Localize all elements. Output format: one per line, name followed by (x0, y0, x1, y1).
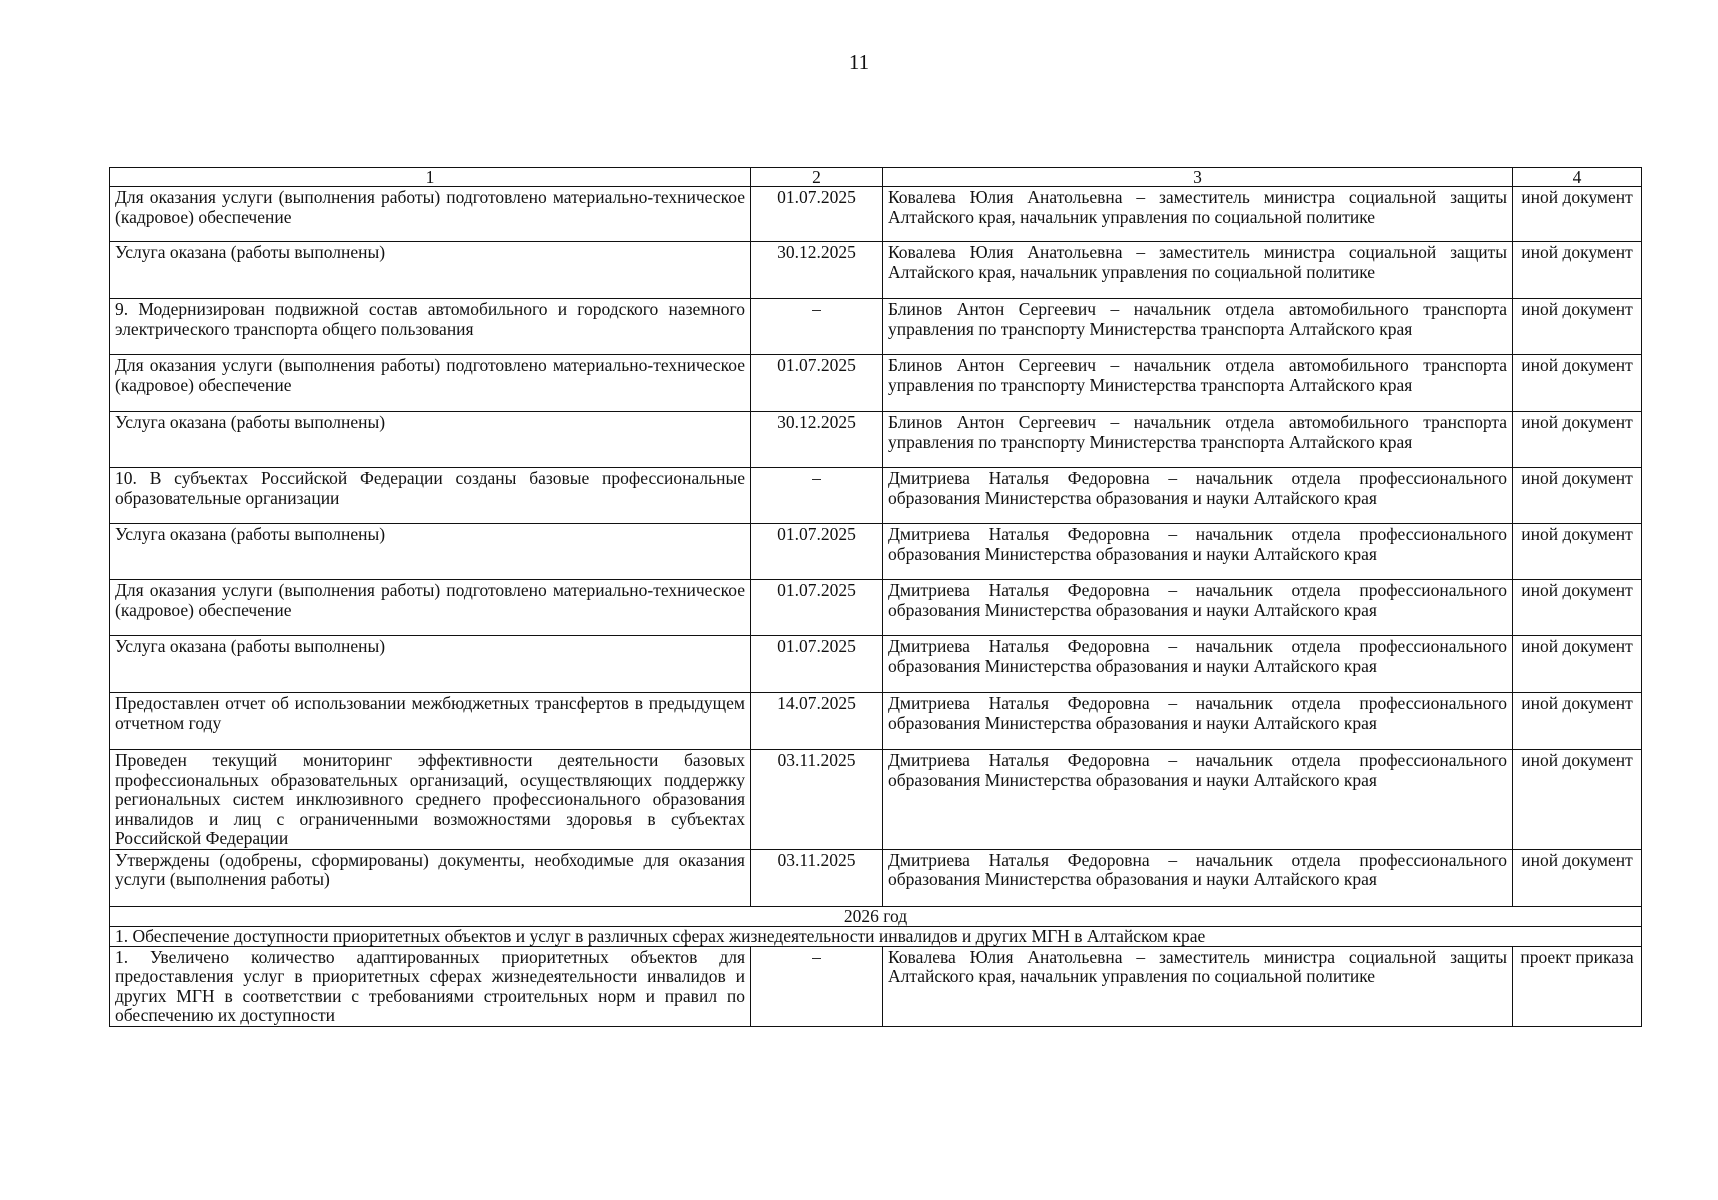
document-type-cell: иной документ (1513, 750, 1642, 850)
table-row (110, 355, 1642, 412)
responsible-cell: Дмитриева Наталья Федоровна – начальник отдела профессионального образования Министерства образования и науки Алтайского края (883, 750, 1513, 850)
table-row (110, 636, 1642, 693)
date-cell: 01.07.2025 (751, 187, 883, 242)
table-header-row (110, 168, 1642, 187)
responsible-cell: Ковалева Юлия Анатольевна – заместитель министра социальной защиты Алтайского края, начальник управления по социальной политике (883, 946, 1513, 1026)
date-cell: 03.11.2025 (751, 849, 883, 906)
document-type-cell: иной документ (1513, 580, 1642, 636)
date-cell: – (751, 299, 883, 355)
section-heading: 1. Обеспечение доступности приоритетных объектов и услуг в различных сферах жизнедеятельности инвалидов и других МГН в Алтайском крае (110, 926, 1642, 946)
date-cell: 01.07.2025 (751, 355, 883, 412)
event-cell: Проведен текущий мониторинг эффективности деятельности базовых профессиональных образовательных организаций, осуществляющих поддержку региональных систем инклюзивного среднего профессионального образования инвалидов и лиц с ограниченными возможностями здоровья в субъектах Российской Федерации (110, 750, 751, 850)
table-row (110, 187, 1642, 242)
table-row (110, 580, 1642, 636)
responsible-cell: Ковалева Юлия Анатольевна – заместитель министра социальной защиты Алтайского края, начальник управления по социальной политике (883, 187, 1513, 242)
document-type-cell: иной документ (1513, 412, 1642, 468)
year-row (110, 906, 1642, 926)
event-cell: Услуга оказана (работы выполнены) (110, 412, 751, 468)
document-type-cell: иной документ (1513, 187, 1642, 242)
document-type-cell: иной документ (1513, 299, 1642, 355)
date-cell: 30.12.2025 (751, 242, 883, 299)
responsible-cell: Блинов Антон Сергеевич – начальник отдела автомобильного транспорта управления по транспорту Министерства транспорта Алтайского края (883, 299, 1513, 355)
date-cell: 01.07.2025 (751, 524, 883, 580)
document-type-cell: иной документ (1513, 849, 1642, 906)
table-row (110, 693, 1642, 750)
date-cell: 01.07.2025 (751, 636, 883, 693)
event-cell: 9. Модернизирован подвижной состав автомобильного и городского наземного электрического транспорта общего пользования (110, 299, 751, 355)
responsible-cell: Блинов Антон Сергеевич – начальник отдела автомобильного транспорта управления по транспорту Министерства транспорта Алтайского края (883, 355, 1513, 412)
event-cell: Для оказания услуги (выполнения работы) подготовлено материально-техническое (кадровое) обеспечение (110, 187, 751, 242)
document-type-cell: иной документ (1513, 693, 1642, 750)
page-number: 11 (848, 50, 870, 74)
event-cell: Предоставлен отчет об использовании межбюджетных трансфертов в предыдущем отчетном году (110, 693, 751, 750)
document-type-cell: иной документ (1513, 355, 1642, 412)
table-row (110, 412, 1642, 468)
date-cell: 14.07.2025 (751, 693, 883, 750)
responsible-cell: Дмитриева Наталья Федоровна – начальник отдела профессионального образования Министерства образования и науки Алтайского края (883, 468, 1513, 524)
event-cell: Услуга оказана (работы выполнены) (110, 636, 751, 693)
table-row (110, 299, 1642, 355)
table-row (110, 524, 1642, 580)
event-cell: Утверждены (одобрены, сформированы) документы, необходимые для оказания услуги (выполнения работы) (110, 849, 751, 906)
table-row (110, 750, 1642, 850)
responsible-cell: Дмитриева Наталья Федоровна – начальник отдела профессионального образования Министерства образования и науки Алтайского края (883, 693, 1513, 750)
table-body (110, 168, 1642, 1027)
responsible-cell: Ковалева Юлия Анатольевна – заместитель министра социальной защиты Алтайского края, начальник управления по социальной политике (883, 242, 1513, 299)
column-header-1: 1 (110, 168, 751, 187)
column-header-2: 2 (751, 168, 883, 187)
table-row (110, 849, 1642, 906)
date-cell: 01.07.2025 (751, 580, 883, 636)
event-cell: Для оказания услуги (выполнения работы) подготовлено материально-техническое (кадровое) обеспечение (110, 355, 751, 412)
document-type-cell: иной документ (1513, 242, 1642, 299)
document-type-cell: иной документ (1513, 524, 1642, 580)
responsible-cell: Дмитриева Наталья Федоровна – начальник отдела профессионального образования Министерства образования и науки Алтайского края (883, 580, 1513, 636)
table-row (110, 946, 1642, 1026)
year-heading: 2026 год (110, 906, 1642, 926)
section-row (110, 926, 1642, 946)
document-type-cell: иной документ (1513, 468, 1642, 524)
event-cell: 1. Увеличено количество адаптированных приоритетных объектов для предоставления услуг в приоритетных сферах жизнедеятельности инвалидов и других МГН в соответствии с требованиями строительных норм и правил по обеспечению их доступности (110, 946, 751, 1026)
date-cell: 30.12.2025 (751, 412, 883, 468)
event-cell: Услуга оказана (работы выполнены) (110, 524, 751, 580)
table-row (110, 468, 1642, 524)
event-cell: 10. В субъектах Российской Федерации созданы базовые профессиональные образовательные организации (110, 468, 751, 524)
event-cell: Для оказания услуги (выполнения работы) подготовлено материально-техническое (кадровое) обеспечение (110, 580, 751, 636)
date-cell: – (751, 468, 883, 524)
date-cell: – (751, 946, 883, 1026)
events-table (109, 167, 1642, 1027)
date-cell: 03.11.2025 (751, 750, 883, 850)
column-header-3: 3 (883, 168, 1513, 187)
responsible-cell: Блинов Антон Сергеевич – начальник отдела автомобильного транспорта управления по транспорту Министерства транспорта Алтайского края (883, 412, 1513, 468)
document-type-cell: иной документ (1513, 636, 1642, 693)
responsible-cell: Дмитриева Наталья Федоровна – начальник отдела профессионального образования Министерства образования и науки Алтайского края (883, 524, 1513, 580)
event-cell: Услуга оказана (работы выполнены) (110, 242, 751, 299)
column-header-4: 4 (1513, 168, 1642, 187)
responsible-cell: Дмитриева Наталья Федоровна – начальник отдела профессионального образования Министерства образования и науки Алтайского края (883, 636, 1513, 693)
document-type-cell: проект приказа (1513, 946, 1642, 1026)
responsible-cell: Дмитриева Наталья Федоровна – начальник отдела профессионального образования Министерства образования и науки Алтайского края (883, 849, 1513, 906)
table-row (110, 242, 1642, 299)
